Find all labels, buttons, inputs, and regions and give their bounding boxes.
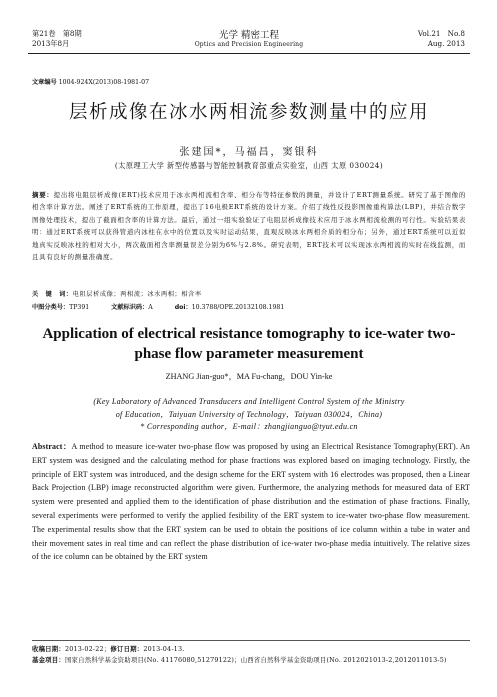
title-en: Application of electrical resistance tomography to ice-water two-phase flow parameter measurement [42,326,456,362]
article-number-value: 1004-924X(2013)08-1981-07 [58,79,150,86]
clc-label: 中图分类号： [32,304,70,311]
doc-code-value: A [148,304,153,311]
fund-label: 基金项目： [32,656,65,664]
title-cn: 层析成像在冰水两相流参数测量中的应用 [68,102,429,123]
authors-cn: 张建国*，马福昌，窦银科 [179,147,319,158]
volume-issue-en: Vol.21 No.8 [417,29,465,38]
fund-text: 国家自然科学基金资助项目(No. 41176080,51279122)；山西省自然科学基金资助项目(No. 2012021013-2,2012011013-5) [64,656,447,664]
clc-value: TP391 [69,304,90,311]
classification [32,302,284,311]
article-number [32,77,149,86]
revised-date: 2013-04-13. [143,645,185,653]
abstract-en-label: Abstract： [32,442,72,451]
received-date: 2013-02-22 [64,645,104,653]
doi-label: doi： [174,304,192,311]
doi-value: 10.3788/OPE.20132108.1981 [191,304,285,311]
affiliation-cn: (太原理工大学 新型传感器与智能控制教育部重点实验室，山西 太原 030024) [114,161,384,170]
date-en: Aug. 2013 [427,39,465,48]
header-right [418,29,465,49]
keywords-cn-label: 关 键 词： [32,291,73,298]
footnote-rule [32,640,470,641]
affiliation-en-line1: (Key Laboratory of Advanced Transducers and Intelligent Control System of the Ministry [93,397,405,406]
corresponding-author: * Corresponding author，E-mail：zhangjianguo@tyut.edu.cn [140,422,358,431]
affiliation-en [28,396,470,434]
footnote-dates: 收稿日期：2013-02-22；修订日期：2013-04-13. [32,645,185,653]
abstract-cn-label: 摘要： [32,191,54,199]
date-cn: 2013年8月 [32,39,70,48]
header-rule [28,53,470,54]
abstract-cn-text: 提出将电阻层析成像(ERT)技术应用于冰水两相流相含率、相分布等特征参数的测量，并设计了ERT测量系统。研究了基于图像的相含率计算方法。阐述了ERT系统的工作原理，提出了16电极ERT系统的设计方案。介绍了线性反投影图像重构算法(LBP)，并结合数字图像处理技术，提出了截面相含率的计算方法。最后，通过一组实验验证了电阻层析成像技术应用于冰水两相流检测的可行性。实验结果表明：通过ERT系统可以获得管道内冰柱在水中的位置以及实时运动结果，直观反映冰水两相介质的相分布；另外，通过ERT系统可以近似地真实反映冰柱的相对大小，两次截面相含率测量误差分别为6%与2.8%。研究表明，ERT技术可以实现冰水两相流的实时在线监测，而且具有良好的测量准确度。 [32,191,466,262]
volume-issue: 第21卷 第8期 [32,29,82,38]
header-center [140,27,358,48]
affiliation-en-line2: of Education，Taiyuan University of Technology，Taiyuan 030024，China) [115,409,383,419]
received-label: 收稿日期： [32,645,65,653]
revised-label: 修订日期： [110,645,144,653]
keywords-cn [32,289,202,298]
doc-code-label: 文献标识码： [111,304,149,311]
abstract-en [32,440,470,564]
journal-name-cn: 光学 精密工程 [218,30,280,41]
footnote [32,644,470,666]
authors-en: ZHANG Jian-guo*，MA Fu-chang，DOU Yin-ke [165,372,333,381]
footnote-fund [32,655,470,666]
abstract-cn [32,189,466,263]
abstract-en-text: A method to measure ice-water two-phase flow was proposed by using an Electrical Resistance Tomography(ERT). An ERT system was designed and the calculating method for phase fractions was explored based on imaging technology. Firstly, the principle of ERT system was introduced, and the design scheme for the ERT system with 16 electrodes was proposed, then a Linear Back Projection (LBP) image reconstructed algorithm were given. Furthermore, the analyzing methods for measured data of ERT system were presented and applied them to the identification of phase distribution and the estimation of phase fractions. Finally, several experiments were performed to verify the applied fesibility of the ERT system to ice-water two-phase flow measurement. The experimental results show that the ERT system can be used to obtain the positions of ice column within a tube in water and their movement sates in real time and can reflect the phase distribution of ice-water two-phase media intuitively. The relative sizes of the ice column can be obtained by the ERT system [32,442,470,562]
journal-name-en: Optics and Precision Engineering [194,41,304,48]
header-left [32,29,82,49]
article-number-label: 文章编号 [32,79,57,86]
keywords-cn-text: 电阻层析成像；两相流；冰水两相；相含率 [72,291,202,298]
